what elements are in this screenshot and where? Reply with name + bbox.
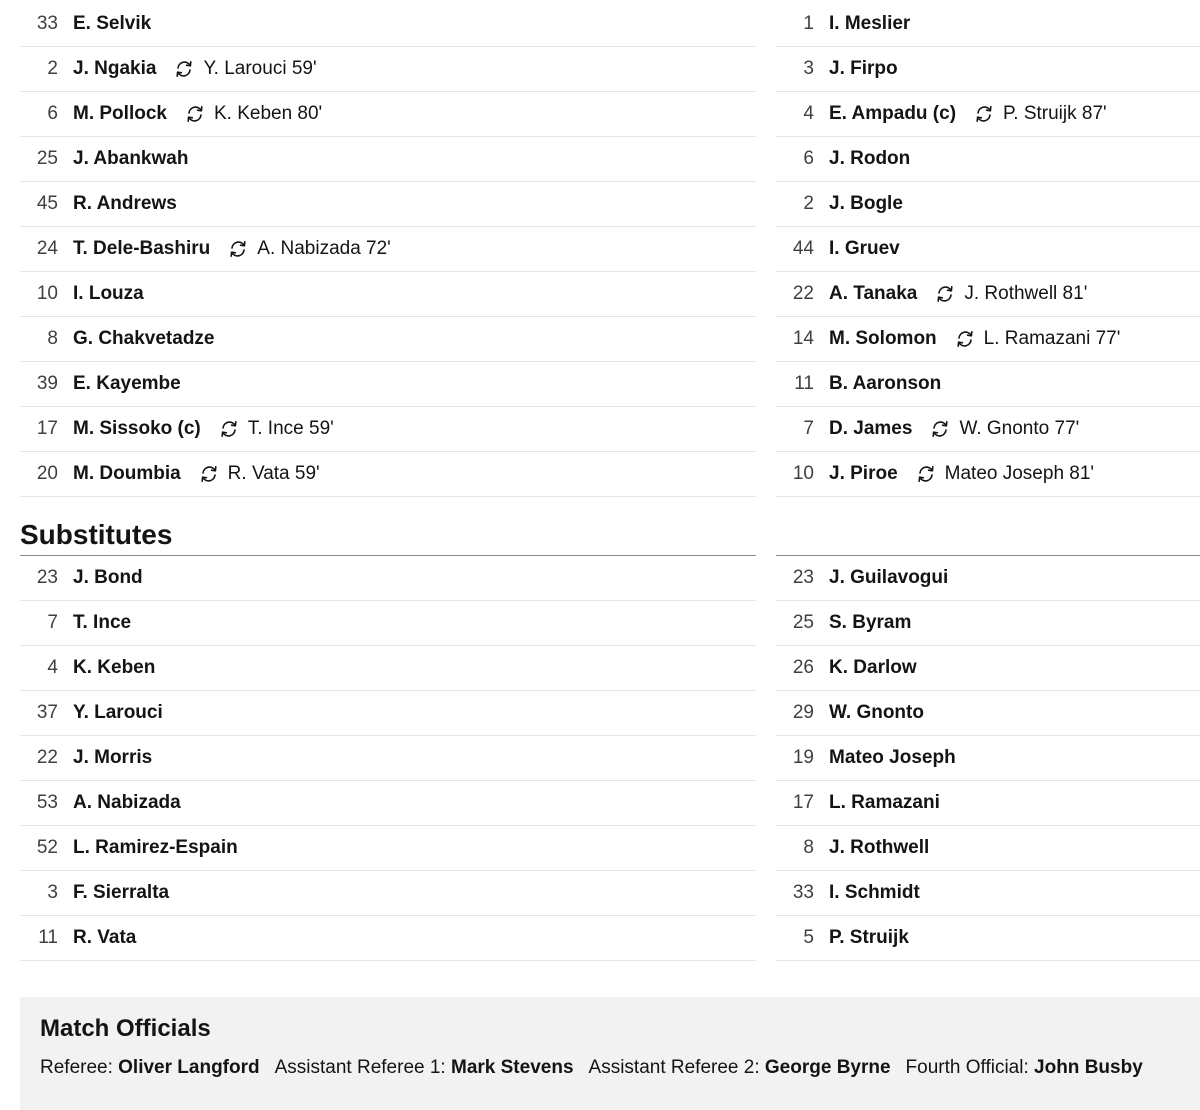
player-name[interactable]: F. Sierralta bbox=[73, 882, 170, 903]
substitute-name[interactable]: P. Struijk 87' bbox=[1003, 103, 1107, 124]
player-row bbox=[776, 182, 1200, 227]
player-name[interactable]: R. Andrews bbox=[73, 193, 177, 214]
player-row bbox=[776, 317, 1200, 362]
substitutes-header bbox=[20, 497, 756, 556]
player-row bbox=[20, 736, 756, 781]
substitutes-header-away bbox=[776, 497, 1200, 556]
player-number: 3 bbox=[47, 882, 58, 903]
player-row bbox=[20, 137, 756, 182]
player-number: 23 bbox=[792, 567, 814, 588]
player-row bbox=[20, 317, 756, 362]
player-number: 22 bbox=[36, 747, 58, 768]
player-name[interactable]: M. Doumbia bbox=[73, 463, 181, 484]
substitution bbox=[199, 463, 320, 485]
player-number: 17 bbox=[36, 418, 58, 439]
official-name: Mark Stevens bbox=[451, 1057, 574, 1078]
player-name[interactable]: E. Kayembe bbox=[73, 373, 181, 394]
player-row bbox=[776, 2, 1200, 47]
player-number: 33 bbox=[36, 13, 58, 34]
official-name: Oliver Langford bbox=[118, 1057, 260, 1078]
player-name[interactable]: J. Rodon bbox=[829, 148, 911, 169]
player-number: 26 bbox=[792, 657, 814, 678]
player-number: 45 bbox=[36, 193, 58, 214]
player-row bbox=[776, 736, 1200, 781]
player-number: 25 bbox=[36, 148, 58, 169]
official-role: Assistant Referee 1: bbox=[274, 1057, 451, 1078]
player-name[interactable]: J. Abankwah bbox=[73, 148, 189, 169]
substitution-icon bbox=[974, 104, 994, 124]
player-number: 29 bbox=[792, 702, 814, 723]
player-number: 3 bbox=[803, 58, 814, 79]
player-row bbox=[776, 646, 1200, 691]
official-role: Fourth Official: bbox=[905, 1057, 1035, 1078]
player-row bbox=[776, 781, 1200, 826]
player-name[interactable]: T. Ince bbox=[73, 612, 132, 633]
player-number: 44 bbox=[792, 238, 814, 259]
player-name[interactable]: W. Gnonto bbox=[829, 702, 924, 723]
substitution-icon bbox=[174, 59, 194, 79]
player-row bbox=[776, 452, 1200, 497]
player-number: 23 bbox=[36, 567, 58, 588]
substitutes-title: Substitutes bbox=[20, 519, 173, 550]
player-name[interactable]: J. Firpo bbox=[829, 58, 898, 79]
player-name[interactable]: S. Byram bbox=[829, 612, 912, 633]
player-row bbox=[776, 691, 1200, 736]
player-name[interactable]: M. Solomon bbox=[829, 328, 937, 349]
player-number: 4 bbox=[803, 103, 814, 124]
player-row bbox=[776, 871, 1200, 916]
player-number: 33 bbox=[792, 882, 814, 903]
player-row bbox=[20, 826, 756, 871]
player-row bbox=[20, 556, 756, 601]
player-number: 17 bbox=[792, 792, 814, 813]
player-name[interactable]: J. Bogle bbox=[829, 193, 903, 214]
player-name[interactable]: Mateo Joseph bbox=[829, 747, 956, 768]
player-row bbox=[20, 916, 756, 961]
player-row bbox=[776, 601, 1200, 646]
player-row bbox=[776, 47, 1200, 92]
substitution bbox=[930, 418, 1079, 440]
substitution-icon bbox=[955, 329, 975, 349]
player-row bbox=[776, 227, 1200, 272]
substitute-name[interactable]: R. Vata 59' bbox=[227, 463, 320, 484]
player-name[interactable]: R. Vata bbox=[73, 927, 137, 948]
player-number: 24 bbox=[36, 238, 58, 259]
officials-line bbox=[40, 1057, 1180, 1079]
home-starters-list bbox=[20, 2, 756, 497]
player-name[interactable]: M. Pollock bbox=[73, 103, 167, 124]
player-name[interactable]: E. Ampadu (c) bbox=[829, 103, 957, 124]
player-number: 19 bbox=[792, 747, 814, 768]
player-name[interactable]: I. Meslier bbox=[829, 13, 911, 34]
match-officials-panel bbox=[20, 997, 1200, 1110]
official-item bbox=[275, 1057, 574, 1078]
away-team-column bbox=[776, 2, 1200, 961]
player-row bbox=[776, 407, 1200, 452]
away-substitutes-list bbox=[776, 556, 1200, 961]
substitution bbox=[185, 103, 322, 125]
player-name[interactable]: I. Schmidt bbox=[829, 882, 920, 903]
player-row bbox=[20, 272, 756, 317]
player-number: 37 bbox=[36, 702, 58, 723]
player-number: 5 bbox=[803, 927, 814, 948]
player-number: 8 bbox=[47, 328, 58, 349]
player-row bbox=[20, 407, 756, 452]
player-row bbox=[776, 272, 1200, 317]
substitution bbox=[916, 463, 1094, 485]
player-row bbox=[776, 137, 1200, 182]
substitution bbox=[955, 328, 1121, 350]
player-number: 52 bbox=[36, 837, 58, 858]
player-row bbox=[20, 2, 756, 47]
player-name[interactable]: J. Rothwell bbox=[829, 837, 930, 858]
player-name[interactable]: J. Guilavogui bbox=[829, 567, 949, 588]
home-substitutes-list bbox=[20, 556, 756, 961]
substitution bbox=[219, 418, 334, 440]
player-row bbox=[20, 362, 756, 407]
player-number: 1 bbox=[803, 13, 814, 34]
player-number: 10 bbox=[792, 463, 814, 484]
player-row bbox=[20, 227, 756, 272]
player-name[interactable]: J. Morris bbox=[73, 747, 153, 768]
player-number: 22 bbox=[792, 283, 814, 304]
substitution bbox=[935, 283, 1087, 305]
substitution-icon bbox=[930, 419, 950, 439]
official-item bbox=[906, 1057, 1143, 1078]
official-item bbox=[589, 1057, 891, 1078]
player-number: 7 bbox=[803, 418, 814, 439]
substitution-icon bbox=[916, 464, 936, 484]
official-role: Assistant Referee 2: bbox=[588, 1057, 765, 1078]
player-row bbox=[20, 871, 756, 916]
player-row bbox=[20, 92, 756, 137]
player-number: 11 bbox=[38, 927, 58, 948]
substitute-name[interactable]: T. Ince 59' bbox=[247, 418, 334, 439]
player-number: 7 bbox=[47, 612, 58, 633]
player-name[interactable]: G. Chakvetadze bbox=[73, 328, 215, 349]
substitute-name[interactable]: L. Ramazani 77' bbox=[983, 328, 1121, 349]
player-row bbox=[20, 182, 756, 227]
player-row bbox=[776, 556, 1200, 601]
player-name[interactable]: K. Keben bbox=[73, 657, 156, 678]
substitution bbox=[228, 238, 391, 260]
player-number: 11 bbox=[794, 373, 814, 394]
official-name: George Byrne bbox=[764, 1057, 891, 1078]
player-row bbox=[20, 691, 756, 736]
substitution-icon bbox=[185, 104, 205, 124]
home-team-column bbox=[20, 2, 756, 961]
player-row bbox=[20, 646, 756, 691]
player-number: 8 bbox=[803, 837, 814, 858]
player-row bbox=[20, 452, 756, 497]
match-officials-title: Match Officials bbox=[40, 1015, 211, 1042]
player-name[interactable]: B. Aaronson bbox=[829, 373, 942, 394]
player-number: 53 bbox=[36, 792, 58, 813]
player-number: 25 bbox=[792, 612, 814, 633]
player-name[interactable]: K. Darlow bbox=[829, 657, 917, 678]
player-name[interactable]: J. Bond bbox=[73, 567, 143, 588]
player-number: 14 bbox=[792, 328, 814, 349]
substitute-name[interactable]: A. Nabizada 72' bbox=[257, 238, 391, 259]
player-number: 39 bbox=[36, 373, 58, 394]
official-role: Referee: bbox=[40, 1057, 119, 1078]
player-name[interactable]: J. Piroe bbox=[829, 463, 898, 484]
official-name: John Busby bbox=[1034, 1057, 1143, 1078]
player-row bbox=[776, 826, 1200, 871]
substitute-name[interactable]: Mateo Joseph 81' bbox=[944, 463, 1095, 484]
substitute-name[interactable]: J. Rothwell 81' bbox=[964, 283, 1088, 304]
player-number: 6 bbox=[803, 148, 814, 169]
official-item bbox=[40, 1057, 260, 1078]
player-name[interactable]: A. Nabizada bbox=[73, 792, 181, 813]
player-number: 2 bbox=[47, 58, 58, 79]
substitute-name[interactable]: K. Keben 80' bbox=[213, 103, 323, 124]
substitution bbox=[174, 58, 316, 80]
player-number: 20 bbox=[36, 463, 58, 484]
away-starters-list bbox=[776, 2, 1200, 497]
player-name[interactable]: P. Struijk bbox=[829, 927, 909, 948]
player-row bbox=[776, 362, 1200, 407]
player-name[interactable]: L. Ramirez-Espain bbox=[73, 837, 238, 858]
player-name[interactable]: M. Sissoko (c) bbox=[73, 418, 201, 439]
player-row bbox=[20, 601, 756, 646]
player-number: 2 bbox=[803, 193, 814, 214]
substitution-icon bbox=[199, 464, 219, 484]
player-number: 4 bbox=[47, 657, 58, 678]
player-row bbox=[776, 916, 1200, 961]
player-number: 10 bbox=[36, 283, 58, 304]
substitution-icon bbox=[228, 239, 248, 259]
player-row bbox=[20, 47, 756, 92]
player-name[interactable]: E. Selvik bbox=[73, 13, 152, 34]
player-name[interactable]: D. James bbox=[829, 418, 913, 439]
player-name[interactable]: J. Ngakia bbox=[73, 58, 157, 79]
player-row bbox=[20, 781, 756, 826]
player-name[interactable]: Y. Larouci bbox=[73, 702, 163, 723]
player-name[interactable]: T. Dele-Bashiru bbox=[73, 238, 211, 259]
player-name[interactable]: A. Tanaka bbox=[829, 283, 918, 304]
player-name[interactable]: I. Louza bbox=[73, 283, 144, 304]
substitution-icon bbox=[935, 284, 955, 304]
substitute-name[interactable]: Y. Larouci 59' bbox=[203, 58, 317, 79]
substitute-name[interactable]: W. Gnonto 77' bbox=[959, 418, 1080, 439]
player-name[interactable]: L. Ramazani bbox=[829, 792, 940, 813]
player-row bbox=[776, 92, 1200, 137]
substitution-icon bbox=[219, 419, 239, 439]
player-number: 6 bbox=[47, 103, 58, 124]
substitution bbox=[974, 103, 1107, 125]
player-name[interactable]: I. Gruev bbox=[829, 238, 900, 259]
